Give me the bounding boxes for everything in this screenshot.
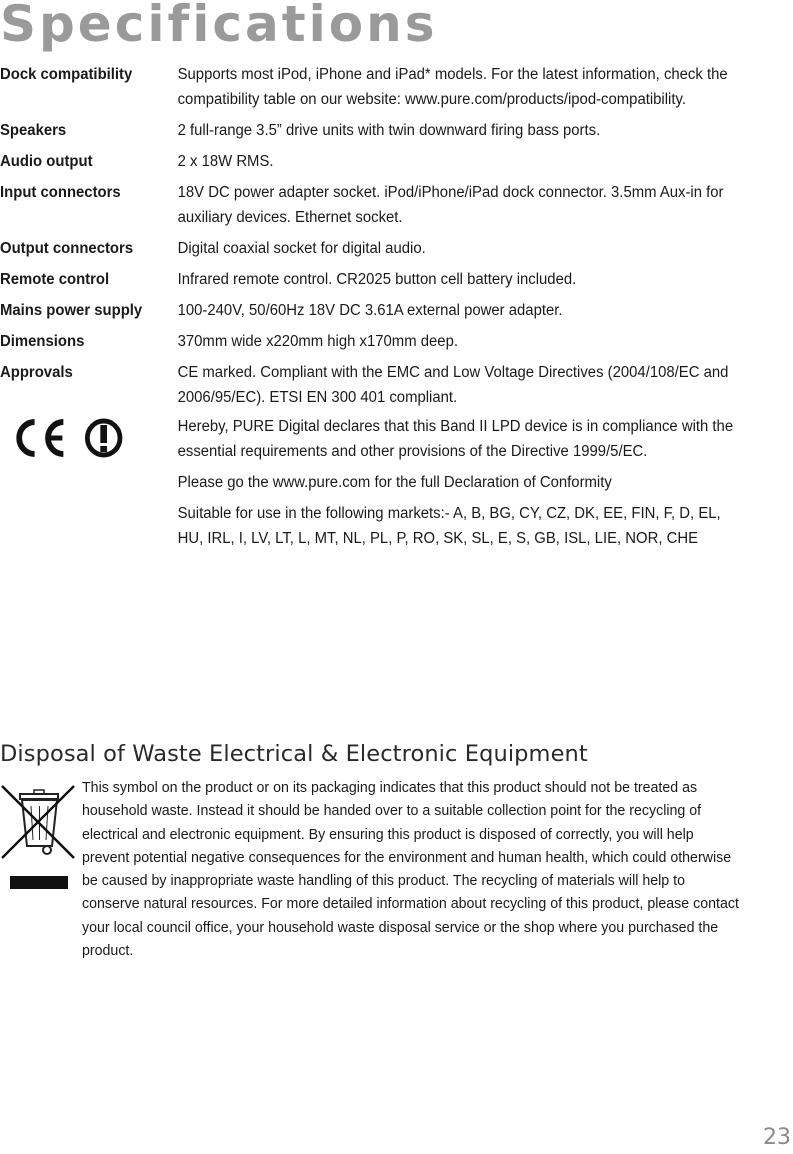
disposal-section-title: Disposal of Waste Electrical & Electronic Equipment (0, 741, 588, 767)
spec-label: Dimensions (0, 333, 85, 350)
spec-row-output-connectors (0, 236, 739, 261)
disposal-text: This symbol on the product or on its packaging indicates that this product should not be treated as household waste. Instead it should be handed over to a suitable collection point for the recycling of electrical and electronic equipment. By ensuring this product is disposed of correctly, you will help prevent potential negative consequences for the environment and human health, which could otherwise be caused by inappropriate waste handling of this product. The recycling of materials will help to conserve natural resources. For more detailed information about recycling of this product, please contact your local council office, your household waste disposal service or the shop where you purchased the product. (82, 780, 739, 960)
weee-bar-mark (10, 876, 68, 889)
spec-label: Audio output (0, 153, 93, 170)
spec-label: Approvals (0, 364, 73, 381)
spec-value: 2 x 18W RMS. (177, 153, 274, 170)
spec-label: Speakers (0, 122, 67, 139)
spec-row-input-connectors (0, 180, 739, 230)
approvals-details (178, 414, 740, 557)
spec-value: 370mm wide x220mm high x170mm deep. (177, 333, 458, 350)
spec-row-remote-control (0, 267, 739, 292)
spec-value: CE marked. Compliant with the EMC and Low Voltage Directives (2004/108/EC and 2006/95/EC). ETSI EN 300 401 compliant. (177, 364, 729, 406)
approvals-certification-block (0, 414, 739, 557)
crossed-out-wheelie-bin-icon (0, 782, 80, 867)
spec-label: Dock compatibility (0, 66, 133, 83)
spec-value: 18V DC power adapter socket. iPod/iPhone/iPad dock connector. 3.5mm Aux-in for auxiliary devices. Ethernet socket. (177, 184, 724, 226)
spec-row-approvals (0, 360, 739, 410)
spec-value: Digital coaxial socket for digital audio. (177, 240, 426, 257)
spec-row-speakers (0, 118, 739, 143)
specifications-list (0, 62, 770, 557)
spec-value: 100-240V, 50/60Hz 18V DC 3.61A external power adapter. (177, 302, 563, 319)
spec-label: Input connectors (0, 184, 121, 201)
ce-mark-icon (10, 416, 125, 460)
conformity-text: Please go the www.pure.com for the full Declaration of Conformity (177, 474, 612, 491)
spec-row-audio-output (0, 149, 739, 174)
spec-row-dimensions (0, 329, 739, 354)
spec-value: Infrared remote control. CR2025 button cell battery included. (177, 271, 577, 288)
markets-text: Suitable for use in the following markets:- A, B, BG, CY, CZ, DK, EE, FIN, F, D, EL, HU, IRL, I, LV, LT, L, MT, NL, PL, P, RO, SK, SL, E, S, GB, ISL, LIE, NOR, CHE (177, 505, 721, 547)
class-2-alert-icon (87, 421, 120, 455)
spec-row-mains-power-supply (0, 298, 739, 323)
page-title: Specifications (0, 0, 438, 53)
page-number: 23 (763, 1125, 791, 1150)
spec-label: Output connectors (0, 240, 134, 257)
spec-row-dock-compatibility (0, 62, 739, 112)
certification-logos (0, 414, 178, 474)
spec-label: Mains power supply (0, 302, 143, 319)
spec-label: Remote control (0, 271, 110, 288)
spec-value: 2 full-range 3.5” drive units with twin downward firing bass ports. (177, 122, 601, 139)
spec-value: Supports most iPod, iPhone and iPad* models. For the latest information, check the compatibility table on our website: www.pure.com/products/ipod-compatibility. (177, 66, 728, 108)
declaration-text: Hereby, PURE Digital declares that this Band II LPD device is in compliance with the essential requirements and other provisions of the Directive 1999/5/EC. (177, 418, 734, 460)
